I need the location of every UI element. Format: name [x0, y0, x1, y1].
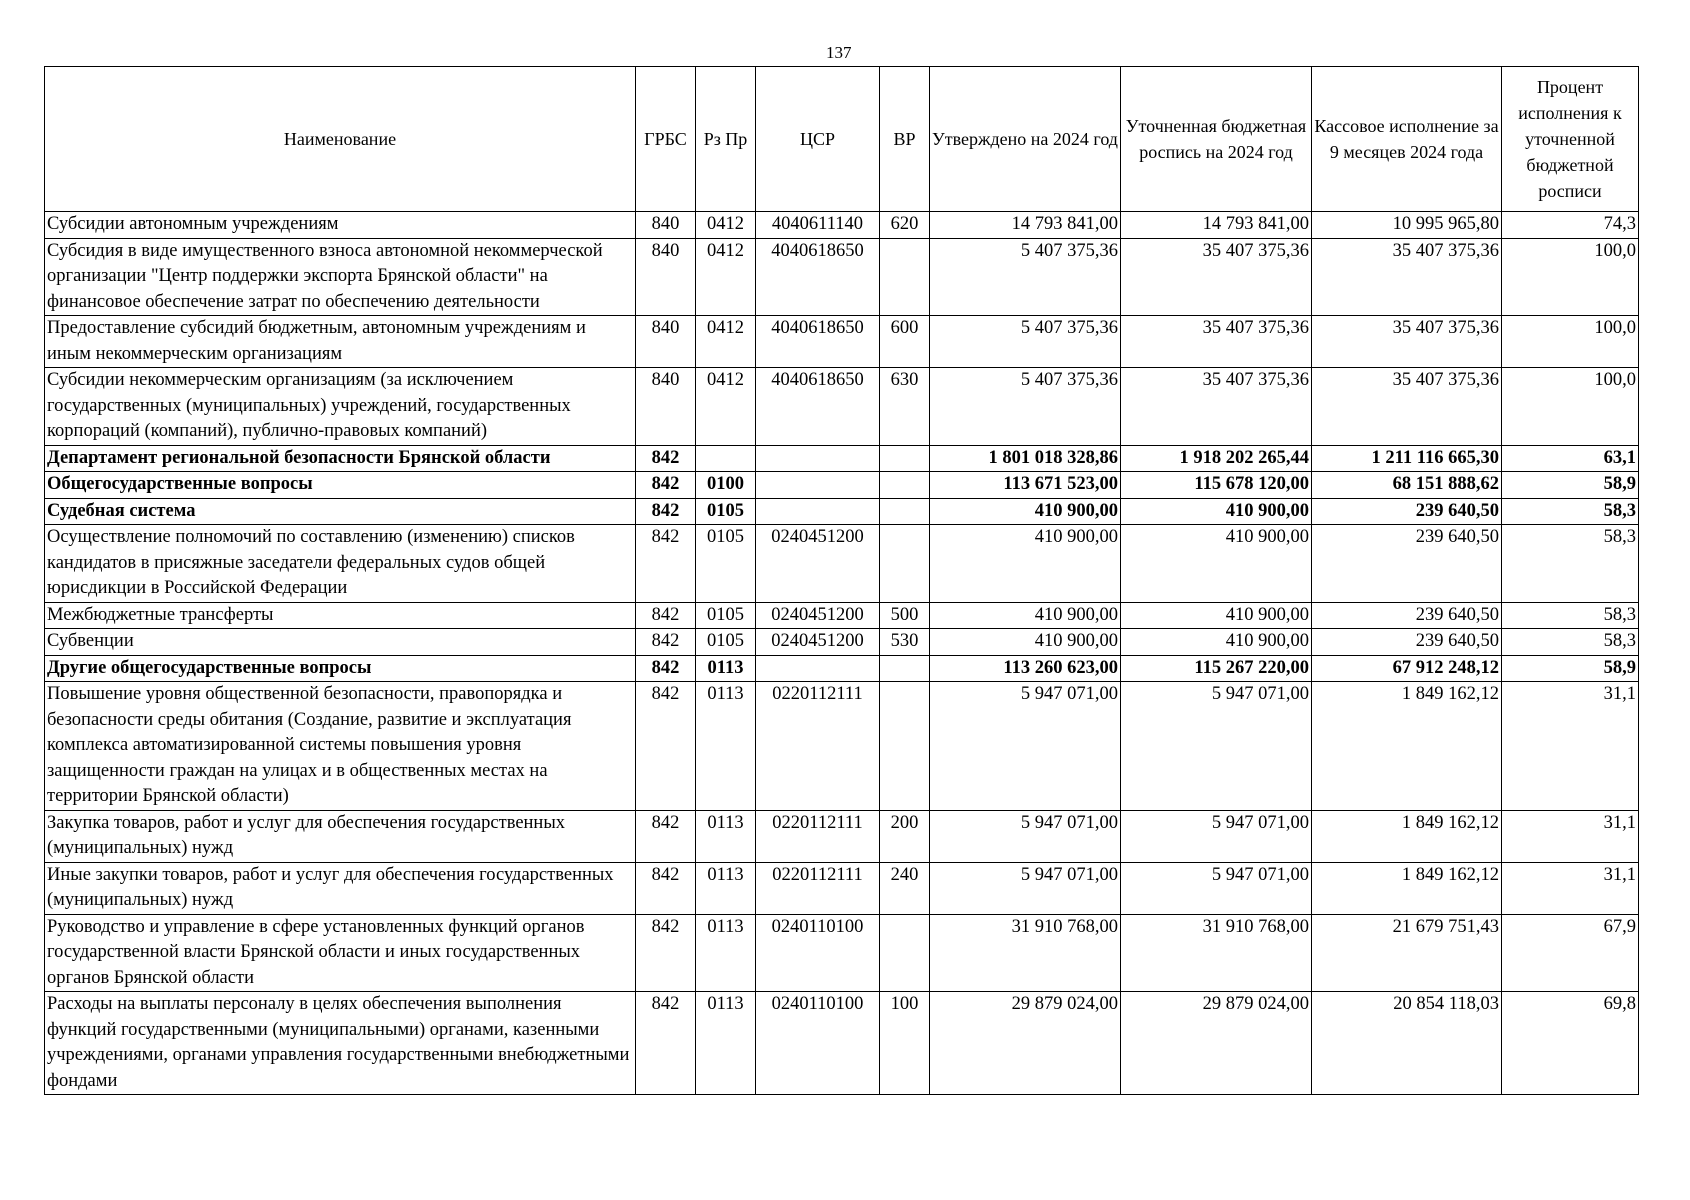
cell-vr: 530: [880, 629, 930, 656]
table-row: [45, 810, 1639, 862]
table-row: [45, 498, 1639, 525]
header-grbs: ГРБС: [636, 67, 696, 212]
cell-csr: [756, 445, 880, 472]
header-vr: ВР: [880, 67, 930, 212]
cell-refined: 5 947 071,00: [1121, 810, 1312, 862]
cell-csr: [756, 655, 880, 682]
cell-vr: 500: [880, 602, 930, 629]
cell-percent: 74,3: [1502, 212, 1639, 239]
cell-csr: 4040618650: [756, 316, 880, 368]
cell-cash: 21 679 751,43: [1312, 914, 1502, 992]
cell-grbs: 842: [636, 498, 696, 525]
cell-cash: 1 849 162,12: [1312, 682, 1502, 811]
table-row: [45, 992, 1639, 1095]
cell-approved: 29 879 024,00: [930, 992, 1121, 1095]
cell-refined: 35 407 375,36: [1121, 238, 1312, 316]
cell-approved: 5 947 071,00: [930, 810, 1121, 862]
page-number: 137: [826, 43, 852, 62]
cell-csr: 0240110100: [756, 992, 880, 1095]
cell-grbs: 840: [636, 238, 696, 316]
cell-percent: 58,9: [1502, 472, 1639, 499]
header-approved: Утверждено на 2024 год: [930, 67, 1121, 212]
cell-refined: 35 407 375,36: [1121, 368, 1312, 446]
cell-approved: 410 900,00: [930, 525, 1121, 603]
cell-vr: [880, 525, 930, 603]
cell-grbs: 842: [636, 992, 696, 1095]
cell-csr: [756, 472, 880, 499]
cell-csr: 4040618650: [756, 368, 880, 446]
cell-cash: 68 151 888,62: [1312, 472, 1502, 499]
cell-grbs: 840: [636, 316, 696, 368]
table-row: [45, 655, 1639, 682]
cell-vr: [880, 498, 930, 525]
cell-cash: 239 640,50: [1312, 629, 1502, 656]
cell-name: Межбюджетные трансферты: [45, 602, 636, 629]
cell-approved: 5 947 071,00: [930, 682, 1121, 811]
cell-vr: 630: [880, 368, 930, 446]
cell-vr: [880, 445, 930, 472]
header-csr: ЦСР: [756, 67, 880, 212]
cell-percent: 31,1: [1502, 810, 1639, 862]
cell-approved: 410 900,00: [930, 629, 1121, 656]
cell-percent: 100,0: [1502, 238, 1639, 316]
cell-csr: 0220112111: [756, 810, 880, 862]
cell-refined: 410 900,00: [1121, 525, 1312, 603]
cell-percent: 58,3: [1502, 525, 1639, 603]
cell-rzpr: 0412: [696, 316, 756, 368]
cell-csr: 0240110100: [756, 914, 880, 992]
cell-approved: 5 407 375,36: [930, 238, 1121, 316]
cell-name: Расходы на выплаты персоналу в целях обеспечения выполнения функций государственными (муниципальными) органами, казенными учреждениями, органами управления государственными внебюджетными фондами: [45, 992, 636, 1095]
cell-rzpr: [696, 445, 756, 472]
cell-csr: [756, 498, 880, 525]
table-row: [45, 862, 1639, 914]
cell-refined: 410 900,00: [1121, 629, 1312, 656]
cell-cash: 10 995 965,80: [1312, 212, 1502, 239]
cell-refined: 115 267 220,00: [1121, 655, 1312, 682]
cell-percent: 58,9: [1502, 655, 1639, 682]
cell-cash: 20 854 118,03: [1312, 992, 1502, 1095]
cell-percent: 69,8: [1502, 992, 1639, 1095]
cell-percent: 31,1: [1502, 862, 1639, 914]
cell-percent: 100,0: [1502, 316, 1639, 368]
cell-cash: 1 849 162,12: [1312, 862, 1502, 914]
cell-rzpr: 0113: [696, 682, 756, 811]
cell-csr: 0220112111: [756, 862, 880, 914]
table-row: [45, 445, 1639, 472]
cell-grbs: 842: [636, 914, 696, 992]
cell-rzpr: 0113: [696, 862, 756, 914]
cell-cash: 1 849 162,12: [1312, 810, 1502, 862]
cell-name: Департамент региональной безопасности Брянской области: [45, 445, 636, 472]
cell-refined: 1 918 202 265,44: [1121, 445, 1312, 472]
cell-name: Субвенции: [45, 629, 636, 656]
cell-vr: 620: [880, 212, 930, 239]
cell-cash: 239 640,50: [1312, 525, 1502, 603]
cell-rzpr: 0412: [696, 238, 756, 316]
cell-grbs: 842: [636, 525, 696, 603]
cell-cash: 35 407 375,36: [1312, 368, 1502, 446]
cell-rzpr: 0105: [696, 525, 756, 603]
cell-refined: 5 947 071,00: [1121, 682, 1312, 811]
table-row: [45, 602, 1639, 629]
cell-rzpr: 0105: [696, 602, 756, 629]
cell-vr: [880, 914, 930, 992]
cell-rzpr: 0100: [696, 472, 756, 499]
budget-table: [44, 66, 1639, 1095]
cell-refined: 410 900,00: [1121, 498, 1312, 525]
header-name: Наименование: [45, 67, 636, 212]
cell-cash: 67 912 248,12: [1312, 655, 1502, 682]
cell-rzpr: 0113: [696, 655, 756, 682]
cell-cash: 35 407 375,36: [1312, 238, 1502, 316]
cell-refined: 35 407 375,36: [1121, 316, 1312, 368]
cell-approved: 5 407 375,36: [930, 316, 1121, 368]
cell-cash: 239 640,50: [1312, 602, 1502, 629]
header-cash: Кассовое исполнение за 9 месяцев 2024 года: [1312, 67, 1502, 212]
cell-refined: 5 947 071,00: [1121, 862, 1312, 914]
cell-vr: 600: [880, 316, 930, 368]
cell-name: Субсидии автономным учреждениям: [45, 212, 636, 239]
cell-percent: 58,3: [1502, 498, 1639, 525]
cell-refined: 29 879 024,00: [1121, 992, 1312, 1095]
cell-approved: 410 900,00: [930, 602, 1121, 629]
cell-csr: 0220112111: [756, 682, 880, 811]
cell-name: Субсидии некоммерческим организациям (за исключением государственных (муниципальных) учреждений, государственных корпораций (компаний), публично-правовых компаний): [45, 368, 636, 446]
cell-csr: 4040618650: [756, 238, 880, 316]
cell-approved: 410 900,00: [930, 498, 1121, 525]
cell-name: Иные закупки товаров, работ и услуг для обеспечения государственных (муниципальных) нужд: [45, 862, 636, 914]
cell-percent: 58,3: [1502, 602, 1639, 629]
cell-percent: 100,0: [1502, 368, 1639, 446]
cell-percent: 58,3: [1502, 629, 1639, 656]
table-row: [45, 368, 1639, 446]
cell-rzpr: 0105: [696, 629, 756, 656]
cell-name: Руководство и управление в сфере установленных функций органов государственной власти Брянской области и иных государственных органов Брянской области: [45, 914, 636, 992]
cell-grbs: 842: [636, 682, 696, 811]
cell-grbs: 842: [636, 629, 696, 656]
cell-csr: 4040611140: [756, 212, 880, 239]
cell-cash: 1 211 116 665,30: [1312, 445, 1502, 472]
table-row: [45, 238, 1639, 316]
cell-grbs: 840: [636, 212, 696, 239]
table-row: [45, 914, 1639, 992]
cell-grbs: 842: [636, 862, 696, 914]
cell-vr: 240: [880, 862, 930, 914]
cell-cash: 239 640,50: [1312, 498, 1502, 525]
cell-rzpr: 0113: [696, 992, 756, 1095]
cell-csr: 0240451200: [756, 525, 880, 603]
cell-name: Осуществление полномочий по составлению (изменению) списков кандидатов в присяжные заседатели федеральных судов общей юрисдикции в Российской Федерации: [45, 525, 636, 603]
cell-grbs: 840: [636, 368, 696, 446]
cell-vr: 200: [880, 810, 930, 862]
table-row: [45, 212, 1639, 239]
table-row: [45, 525, 1639, 603]
cell-rzpr: 0412: [696, 212, 756, 239]
cell-approved: 113 671 523,00: [930, 472, 1121, 499]
cell-vr: 100: [880, 992, 930, 1095]
cell-approved: 5 947 071,00: [930, 862, 1121, 914]
cell-approved: 1 801 018 328,86: [930, 445, 1121, 472]
cell-refined: 410 900,00: [1121, 602, 1312, 629]
cell-grbs: 842: [636, 810, 696, 862]
cell-cash: 35 407 375,36: [1312, 316, 1502, 368]
cell-grbs: 842: [636, 655, 696, 682]
cell-approved: 31 910 768,00: [930, 914, 1121, 992]
cell-approved: 113 260 623,00: [930, 655, 1121, 682]
table-row: [45, 682, 1639, 811]
cell-approved: 5 407 375,36: [930, 368, 1121, 446]
table-row: [45, 316, 1639, 368]
cell-vr: [880, 472, 930, 499]
cell-percent: 31,1: [1502, 682, 1639, 811]
cell-rzpr: 0412: [696, 368, 756, 446]
cell-vr: [880, 238, 930, 316]
cell-approved: 14 793 841,00: [930, 212, 1121, 239]
cell-csr: 0240451200: [756, 629, 880, 656]
cell-rzpr: 0113: [696, 914, 756, 992]
cell-refined: 31 910 768,00: [1121, 914, 1312, 992]
cell-refined: 14 793 841,00: [1121, 212, 1312, 239]
table-row: [45, 629, 1639, 656]
header-rzpr: Рз Пр: [696, 67, 756, 212]
cell-grbs: 842: [636, 602, 696, 629]
header-refined: Уточненная бюджетная роспись на 2024 год: [1121, 67, 1312, 212]
cell-refined: 115 678 120,00: [1121, 472, 1312, 499]
cell-rzpr: 0105: [696, 498, 756, 525]
cell-name: Другие общегосударственные вопросы: [45, 655, 636, 682]
header-percent: Процент исполнения к уточненной бюджетной росписи: [1502, 67, 1639, 212]
cell-grbs: 842: [636, 445, 696, 472]
cell-name: Субсидия в виде имущественного взноса автономной некоммерческой организации "Центр поддержки экспорта Брянской области" на финансовое обеспечение затрат по обеспечению деятельности: [45, 238, 636, 316]
cell-name: Судебная система: [45, 498, 636, 525]
header-row: [45, 67, 1639, 212]
cell-name: Повышение уровня общественной безопасности, правопорядка и безопасности среды обитания (Создание, развитие и эксплуатация комплекса автоматизированной системы повышения уровня защищенности граждан на улицах и в общественных местах на территории Брянской области): [45, 682, 636, 811]
cell-vr: [880, 655, 930, 682]
table-row: [45, 472, 1639, 499]
cell-vr: [880, 682, 930, 811]
cell-grbs: 842: [636, 472, 696, 499]
cell-percent: 63,1: [1502, 445, 1639, 472]
cell-name: Общегосударственные вопросы: [45, 472, 636, 499]
cell-name: Предоставление субсидий бюджетным, автономным учреждениям и иным некоммерческим организациям: [45, 316, 636, 368]
cell-name: Закупка товаров, работ и услуг для обеспечения государственных (муниципальных) нужд: [45, 810, 636, 862]
cell-csr: 0240451200: [756, 602, 880, 629]
cell-percent: 67,9: [1502, 914, 1639, 992]
cell-rzpr: 0113: [696, 810, 756, 862]
